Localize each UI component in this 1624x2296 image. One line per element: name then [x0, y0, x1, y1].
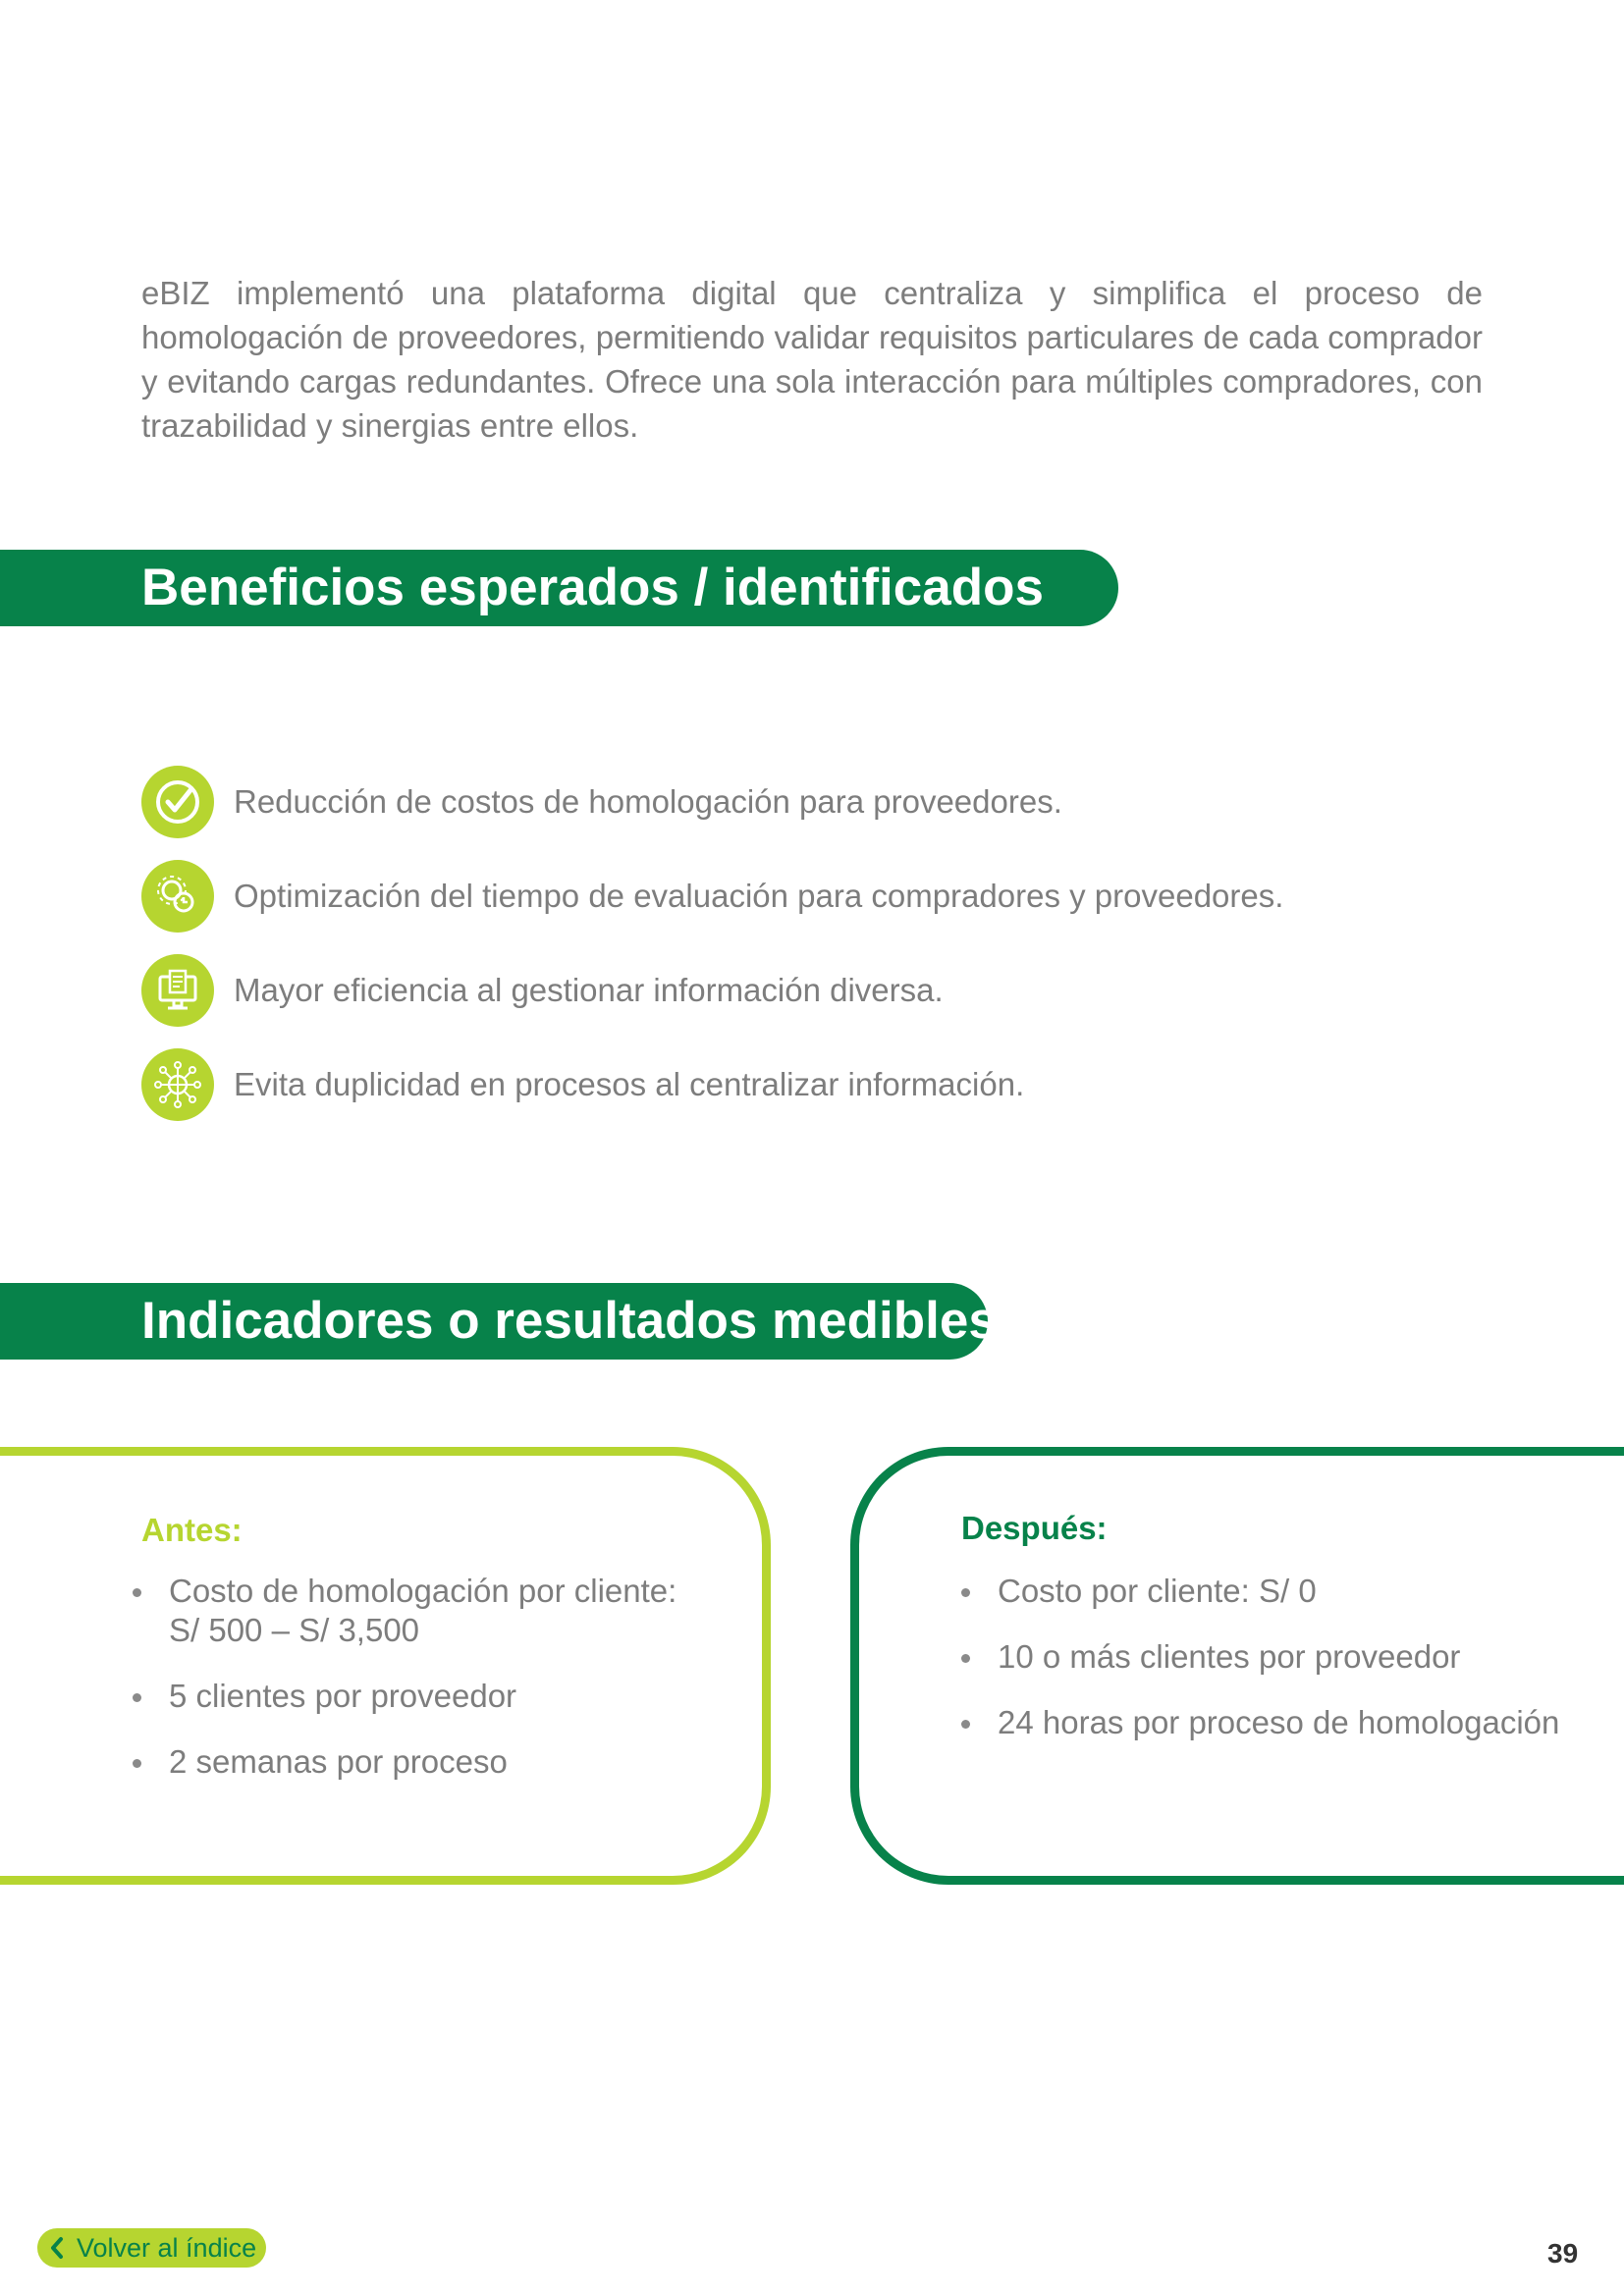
before-card [0, 1447, 771, 1885]
back-to-index-label: Volver al índice [77, 2232, 257, 2263]
list-item: 24 horas por proceso de homologación [961, 1703, 1570, 1742]
benefit-text: Reducción de costos de homologación para proveedores. [234, 783, 1062, 820]
benefits-heading: Beneficios esperados / identificados [0, 550, 1118, 626]
back-to-index-button[interactable] [37, 2228, 266, 2268]
after-list [961, 1572, 1570, 1769]
list-item: 5 clientes por proveedor [133, 1677, 682, 1716]
benefit-item [141, 954, 944, 1027]
after-title: Después: [961, 1510, 1108, 1546]
gears-clock-icon [141, 860, 214, 933]
list-item: 2 semanas por proceso [133, 1742, 682, 1782]
chevron-left-icon [47, 2236, 67, 2260]
network-globe-icon [141, 1048, 214, 1121]
check-circle-icon [141, 766, 214, 838]
intro-paragraph: eBIZ implementó una plataforma digital que centraliza y simplifica el proceso de homologación de proveedores, permitiendo validar requisitos particulares de cada comprador y evitando cargas redundantes. Ofrece una sola interacción para múltiples compradores, con trazabilidad y sinergias entre ellos. [141, 275, 1483, 444]
benefit-text: Optimización del tiempo de evaluación para compradores y proveedores. [234, 878, 1284, 914]
list-item: Costo por cliente: S/ 0 [961, 1572, 1570, 1611]
before-title: Antes: [141, 1512, 243, 1548]
benefit-text: Evita duplicidad en procesos al centralizar información. [234, 1066, 1025, 1102]
page-number: 39 [1547, 2238, 1579, 2269]
list-item: 10 o más clientes por proveedor [961, 1637, 1570, 1677]
benefit-item [141, 1048, 1024, 1121]
before-list [133, 1572, 682, 1808]
after-card [850, 1447, 1624, 1885]
benefit-item [141, 766, 1062, 838]
document-monitor-icon [141, 954, 214, 1027]
indicators-heading: Indicadores o resultados medibles [0, 1283, 988, 1360]
list-item: Costo de homologación por cliente: S/ 500 – S/ 3,500 [133, 1572, 682, 1650]
benefit-item [141, 860, 1283, 933]
benefit-text: Mayor eficiencia al gestionar información diversa. [234, 972, 944, 1008]
